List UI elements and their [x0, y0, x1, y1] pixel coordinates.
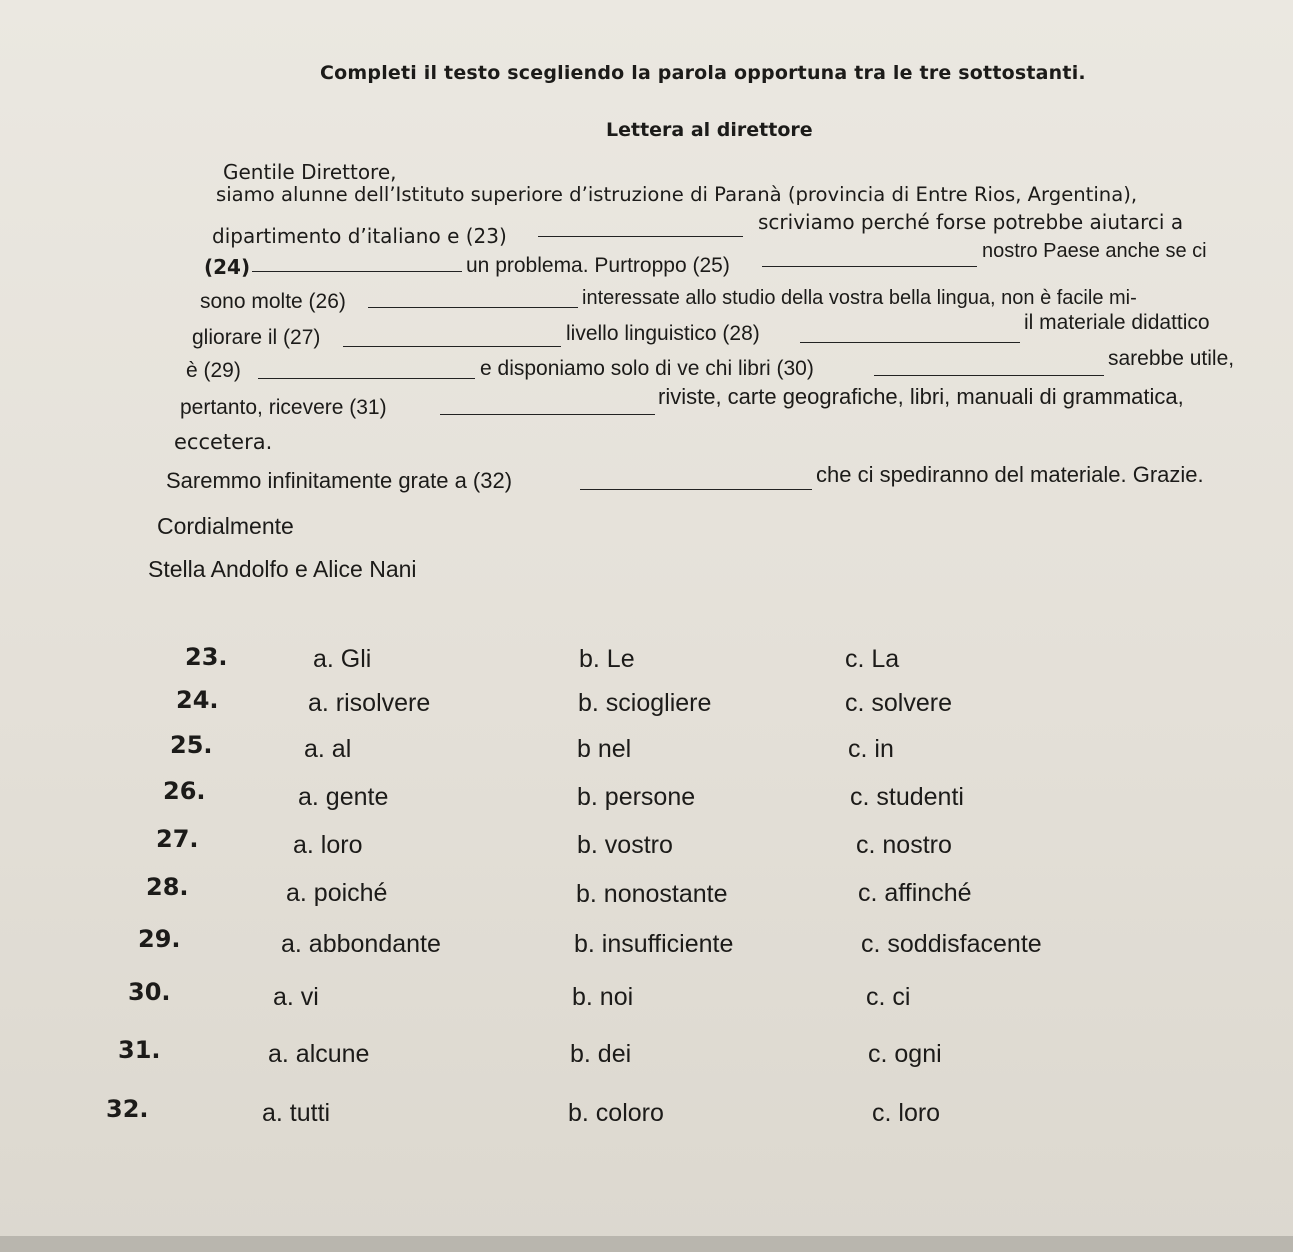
letter-line-6b: e disponiamo solo di ve chi libri (30): [480, 357, 814, 380]
question-number: 25.: [170, 731, 213, 759]
letter-line-5a: gliorare il (27): [192, 326, 321, 349]
option-c[interactable]: c. affinché: [858, 879, 972, 907]
letter-line-5c: il materiale didattico: [1024, 311, 1210, 334]
option-b[interactable]: b. sciogliere: [578, 689, 712, 717]
option-c[interactable]: c. loro: [872, 1099, 941, 1127]
question-number: 27.: [156, 825, 199, 853]
option-c[interactable]: c. nostro: [856, 831, 952, 859]
letter-line-6c: sarebbe utile,: [1108, 347, 1235, 370]
blank-31[interactable]: [440, 413, 655, 415]
option-c[interactable]: c. studenti: [850, 783, 964, 811]
letter-line-5b: livello linguistico (28): [566, 322, 760, 345]
letter-line-4a: sono molte (26): [200, 290, 346, 313]
option-a[interactable]: a. tutti: [262, 1099, 331, 1127]
blank-29[interactable]: [258, 377, 475, 379]
letter-line-3b: un problema. Purtroppo (25): [466, 254, 730, 277]
option-c[interactable]: c. soddisfacente: [861, 930, 1042, 958]
blank-32[interactable]: [580, 488, 812, 490]
letter-line-3c: nostro Paese anche se ci: [982, 240, 1207, 262]
question-number: 26.: [163, 777, 206, 805]
option-a[interactable]: a. al: [304, 735, 352, 763]
option-a[interactable]: a. vi: [273, 983, 319, 1011]
option-c[interactable]: c. in: [848, 735, 894, 763]
option-b[interactable]: b. nonostante: [576, 880, 728, 908]
instruction-text: Completi il testo scegliendo la parola opportuna tra le tre sottostanti.: [320, 62, 1086, 84]
letter-line-2a: dipartimento d’italiano e (23): [212, 224, 507, 248]
option-b[interactable]: b. insufficiente: [574, 930, 734, 958]
question-number: 23.: [185, 643, 228, 671]
option-a[interactable]: a. abbondante: [281, 930, 441, 958]
table-edge: [0, 1236, 1293, 1252]
option-c[interactable]: c. ci: [866, 983, 911, 1011]
option-b[interactable]: b. noi: [572, 983, 634, 1011]
option-b[interactable]: b. coloro: [568, 1099, 664, 1127]
option-b[interactable]: b. vostro: [577, 831, 673, 859]
closing: Cordialmente: [157, 513, 294, 539]
letter-line-1: siamo alunne dell’Istituto superiore d’istruzione di Paranà (provincia di Entre Rios, Argentina),: [216, 183, 1138, 206]
option-a[interactable]: a. risolvere: [308, 689, 431, 717]
blank-30[interactable]: [874, 374, 1104, 376]
option-a[interactable]: a. gente: [298, 783, 389, 811]
option-a[interactable]: a. loro: [293, 831, 363, 859]
option-b[interactable]: b nel: [577, 735, 632, 763]
question-number: 28.: [146, 873, 189, 901]
option-a[interactable]: a. poiché: [286, 879, 388, 907]
question-number: 30.: [128, 978, 171, 1006]
blank-27[interactable]: [343, 345, 561, 347]
option-a[interactable]: a. alcune: [268, 1040, 370, 1068]
option-c[interactable]: c. ogni: [868, 1040, 942, 1068]
letter-line-3a: (24): [204, 255, 251, 279]
option-c[interactable]: c. solvere: [845, 689, 952, 717]
letter-title: Lettera al direttore: [606, 119, 813, 141]
blank-24[interactable]: [252, 270, 462, 272]
salutation: Gentile Direttore,: [223, 160, 397, 184]
signature: Stella Andolfo e Alice Nani: [148, 556, 417, 582]
letter-line-4b: interessate allo studio della vostra bella lingua, non è facile mi-: [582, 287, 1137, 309]
letter-line-6a: è (29): [186, 359, 241, 382]
option-b[interactable]: b. persone: [577, 783, 696, 811]
question-number: 32.: [106, 1095, 149, 1123]
blank-28[interactable]: [800, 341, 1020, 343]
option-b[interactable]: b. Le: [579, 645, 635, 673]
blank-23[interactable]: [538, 235, 743, 237]
question-number: 29.: [138, 925, 181, 953]
letter-line-8: eccetera.: [174, 430, 273, 454]
blank-26[interactable]: [368, 306, 578, 308]
question-number: 24.: [176, 686, 219, 714]
letter-line-9b: che ci spediranno del materiale. Grazie.: [816, 462, 1204, 487]
letter-line-7a: pertanto, ricevere (31): [180, 396, 387, 419]
letter-line-9a: Saremmo infinitamente grate a (32): [166, 468, 513, 493]
letter-line-2b: scriviamo perché forse potrebbe aiutarci a: [758, 210, 1184, 234]
option-b[interactable]: b. dei: [570, 1040, 632, 1068]
option-c[interactable]: c. La: [845, 645, 900, 673]
letter-line-7b: riviste, carte geografiche, libri, manuali di grammatica,: [658, 384, 1184, 409]
question-number: 31.: [118, 1036, 161, 1064]
option-a[interactable]: a. Gli: [313, 645, 372, 673]
blank-25[interactable]: [762, 265, 977, 267]
